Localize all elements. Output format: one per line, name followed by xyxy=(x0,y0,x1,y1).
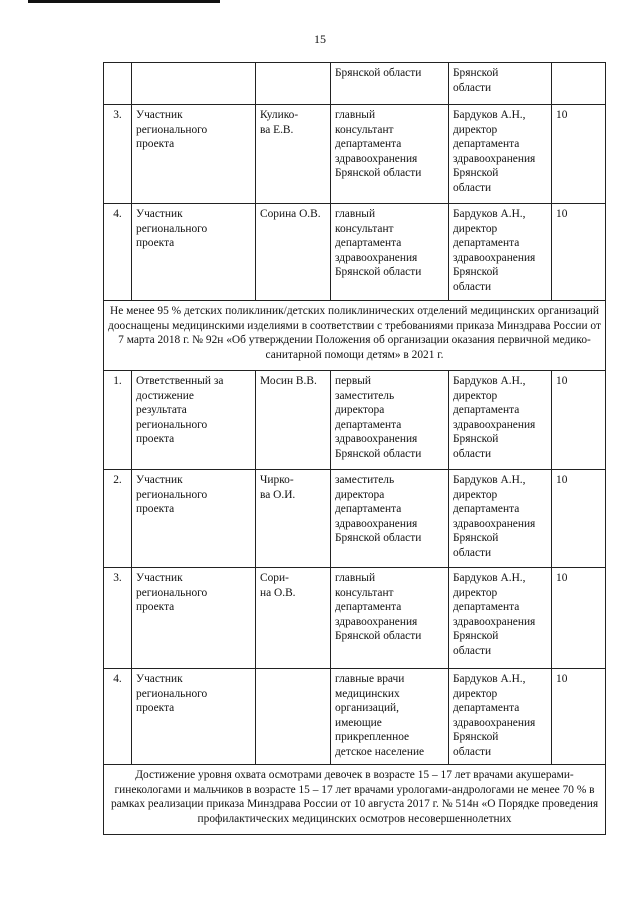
row-number-cell: 1. xyxy=(104,371,132,470)
name-cell: Мосин В.В. xyxy=(256,371,331,470)
name-cell xyxy=(256,63,331,105)
supervisor-cell: Бардуков А.Н., директор департамента здравоохранения Брянской области xyxy=(449,669,552,765)
name-cell: Чирко- ва О.И. xyxy=(256,470,331,568)
table-row xyxy=(104,63,606,105)
section-heading-row xyxy=(104,301,606,371)
term-cell: 10 xyxy=(552,470,606,568)
role-cell: Ответственный за достижение результата регионального проекта xyxy=(132,371,256,470)
supervisor-cell: Бардуков А.Н., директор департамента здравоохранения Брянской области xyxy=(449,371,552,470)
row-number-cell: 3. xyxy=(104,568,132,669)
term-cell xyxy=(552,63,606,105)
name-cell xyxy=(256,669,331,765)
supervisor-cell: Бардуков А.Н., директор департамента здравоохранения Брянской области xyxy=(449,568,552,669)
term-cell: 10 xyxy=(552,669,606,765)
position-cell: заместитель директора департамента здравоохранения Брянской области xyxy=(331,470,449,568)
position-cell: главный консультант департамента здравоохранения Брянской области xyxy=(331,105,449,204)
name-cell: Сори- на О.В. xyxy=(256,568,331,669)
position-cell: первый заместитель директора департамента здравоохранения Брянской области xyxy=(331,371,449,470)
term-cell: 10 xyxy=(552,568,606,669)
row-number-cell xyxy=(104,63,132,105)
table-row xyxy=(104,669,606,765)
supervisor-cell: Бардуков А.Н., директор департамента здравоохранения Брянской области xyxy=(449,470,552,568)
row-number-cell: 4. xyxy=(104,204,132,301)
term-cell: 10 xyxy=(552,105,606,204)
role-cell: Участник регионального проекта xyxy=(132,105,256,204)
role-cell xyxy=(132,63,256,105)
table-row xyxy=(104,470,606,568)
role-cell: Участник регионального проекта xyxy=(132,568,256,669)
role-cell: Участник регионального проекта xyxy=(132,470,256,568)
name-cell: Кулико- ва Е.В. xyxy=(256,105,331,204)
supervisor-cell: Бардуков А.Н., директор департамента здравоохранения Брянской области xyxy=(449,204,552,301)
role-cell: Участник регионального проекта xyxy=(132,204,256,301)
supervisor-cell: Брянской области xyxy=(449,63,552,105)
position-cell: главные врачи медицинских организаций, имеющие прикрепленное детское население xyxy=(331,669,449,765)
row-number-cell: 2. xyxy=(104,470,132,568)
page-number: 15 xyxy=(314,32,326,46)
name-cell: Сорина О.В. xyxy=(256,204,331,301)
section-heading: Не менее 95 % детских поликлиник/детских поликлинических отделений медицинских организаций дооснащены медицинскими изделиями в соответствии с требованиями приказа Минздрава России от 7 марта 2018 г. № 92н «Об утверждении Положения об организации оказания первичной медико-санитарной помощи детям» в 2021 г. xyxy=(104,301,606,371)
top-rule xyxy=(28,0,220,3)
section-heading: Достижение уровня охвата осмотрами девочек в возрасте 15 – 17 лет врачами акушерами-гинекологами и мальчиков в возрасте 15 – 17 лет врачами урологами-андрологами не менее 70 % в рамках реализации приказа Минздрава России от 10 августа 2017 г. № 514н «О Порядке проведения профилактических медицинских осмотров несовершеннолетних xyxy=(104,765,606,835)
supervisor-cell: Бардуков А.Н., директор департамента здравоохранения Брянской области xyxy=(449,105,552,204)
table-row xyxy=(104,568,606,669)
role-cell: Участник регионального проекта xyxy=(132,669,256,765)
term-cell: 10 xyxy=(552,371,606,470)
row-number-cell: 3. xyxy=(104,105,132,204)
responsibility-table xyxy=(103,62,606,835)
row-number-cell: 4. xyxy=(104,669,132,765)
section-heading-row xyxy=(104,765,606,835)
position-cell: главный консультант департамента здравоохранения Брянской области xyxy=(331,204,449,301)
table-row xyxy=(104,371,606,470)
table-row xyxy=(104,204,606,301)
table-row xyxy=(104,105,606,204)
position-cell: главный консультант департамента здравоохранения Брянской области xyxy=(331,568,449,669)
term-cell: 10 xyxy=(552,204,606,301)
position-cell: Брянской области xyxy=(331,63,449,105)
